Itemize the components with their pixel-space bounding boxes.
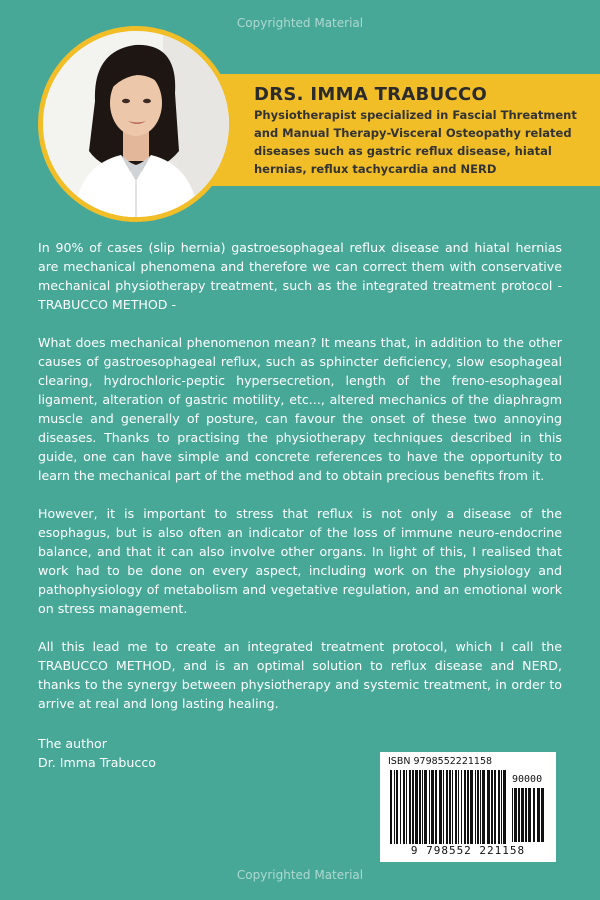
watermark-top: Copyrighted Material bbox=[236, 16, 364, 30]
barcode-bar bbox=[409, 770, 411, 844]
barcode-bar bbox=[470, 770, 473, 844]
barcode-bar bbox=[528, 788, 531, 842]
paragraph-3: However, it is important to stress that reflux is not only a disease of the esophagus, but is also often an indicator of the loss of immune neuro-endocrine balance, and that it can also involve other organs. In light of this, I realised that work had to be done on every aspect, including work on the physiology and pathophysiology of metabolism and vegetative regulation, and an emotional work on stress management. bbox=[38, 506, 562, 616]
signature-line-2: Dr. Imma Trabucco bbox=[38, 755, 156, 770]
barcode-bar bbox=[537, 788, 540, 842]
barcode-bar bbox=[429, 770, 430, 844]
barcode-bar bbox=[514, 788, 517, 842]
barcode-bar bbox=[431, 770, 434, 844]
barcode-bar bbox=[403, 770, 405, 844]
barcode-bar bbox=[491, 770, 493, 844]
barcode-bar bbox=[521, 788, 524, 842]
body-text bbox=[38, 238, 562, 713]
author-info bbox=[254, 84, 590, 178]
barcode-bar bbox=[512, 788, 513, 842]
barcode-bar bbox=[482, 770, 485, 844]
author-name: DRS. IMMA TRABUCCO bbox=[254, 84, 488, 105]
paragraph-1: In 90% of cases (slip hernia) gastroesophageal reflux disease and hiatal hernias are mechanical phenomena and therefore we can correct them with conservative mechanical physiotherapy treatment, such as the integrated treatment protocol - TRABUCCO METHOD - bbox=[38, 240, 562, 312]
barcode-bar bbox=[394, 770, 395, 844]
price-code: 90000 bbox=[512, 774, 543, 785]
barcode-bar bbox=[400, 770, 401, 844]
barcode-bar bbox=[480, 770, 481, 844]
barcode-bar bbox=[446, 770, 448, 844]
barcode-bar bbox=[518, 788, 520, 842]
barcode-bar bbox=[419, 770, 421, 844]
barcode-bar bbox=[533, 788, 535, 842]
barcode-bar bbox=[406, 770, 407, 844]
barcode-bar bbox=[498, 770, 500, 844]
ean-digits: 9 798552 221158 bbox=[410, 844, 526, 857]
signature-line-1: The author bbox=[38, 736, 107, 751]
author-portrait bbox=[38, 26, 234, 222]
barcode-bar bbox=[452, 770, 453, 844]
barcode-bar bbox=[494, 770, 496, 844]
price-barcode-bars bbox=[512, 788, 548, 842]
barcode-bar bbox=[455, 770, 457, 844]
barcode-bar bbox=[525, 788, 527, 842]
barcode-bar bbox=[477, 770, 479, 844]
barcode-bar bbox=[464, 770, 466, 844]
barcode-bar bbox=[424, 770, 427, 844]
barcode-bar bbox=[458, 770, 459, 844]
barcode-bar bbox=[435, 770, 437, 844]
author-description: Physiotherapist specialized in Fascial Threatment and Manual Therapy-Visceral Osteopathy related diseases such as gastric reflux disease, hiatal hernias, reflux tachycardia and NERD bbox=[254, 108, 577, 176]
watermark-bottom: Copyrighted Material bbox=[236, 868, 364, 882]
paragraph-4: All this lead me to create an integrated treatment protocol, which I call the TRABUCCO METHOD, and is an optimal solution to reflux disease and NERD, thanks to the synergy between physiotherapy and systemic treatment, in order to arrive at real and long lasting healing. bbox=[38, 639, 562, 711]
barcode-bar bbox=[390, 770, 392, 844]
barcode-bar bbox=[461, 770, 462, 844]
barcode-bar bbox=[396, 770, 398, 844]
barcode-bar bbox=[475, 770, 476, 844]
isbn-label: ISBN 9798552221158 bbox=[388, 756, 493, 767]
barcode-bar bbox=[467, 770, 469, 844]
barcode-bar bbox=[415, 770, 418, 844]
barcode-bar bbox=[422, 770, 423, 844]
isbn-barcode bbox=[380, 752, 556, 862]
ean-barcode-bars bbox=[390, 770, 506, 844]
barcode-bar bbox=[541, 788, 544, 842]
paragraph-2: What does mechanical phenomenon mean? It means that, in addition to the other causes of gastroesophageal reflux, such as sphincter deficiency, slow esophageal clearing, hydrochloric-peptic hypersecretion, length of the freno-esophageal ligament, alteration of gastric motility, etc..., altered mechanics of the diaphragm muscle and generally of posture, can favour the onset of these two annoying diseases. Thanks to practising the physiotherapy techniques described in this guide, one can have simple and concrete references to have the opportunity to learn the mechanical part of the method and to obtain precious benefits from it. bbox=[38, 335, 562, 483]
barcode-bar bbox=[487, 770, 490, 844]
barcode-bar bbox=[449, 770, 451, 844]
signature bbox=[38, 734, 156, 772]
barcode-bar bbox=[501, 770, 502, 844]
barcode-bar bbox=[412, 770, 414, 844]
barcode-bar bbox=[439, 770, 442, 844]
barcode-bar bbox=[503, 770, 506, 844]
barcode-bar bbox=[443, 770, 444, 844]
